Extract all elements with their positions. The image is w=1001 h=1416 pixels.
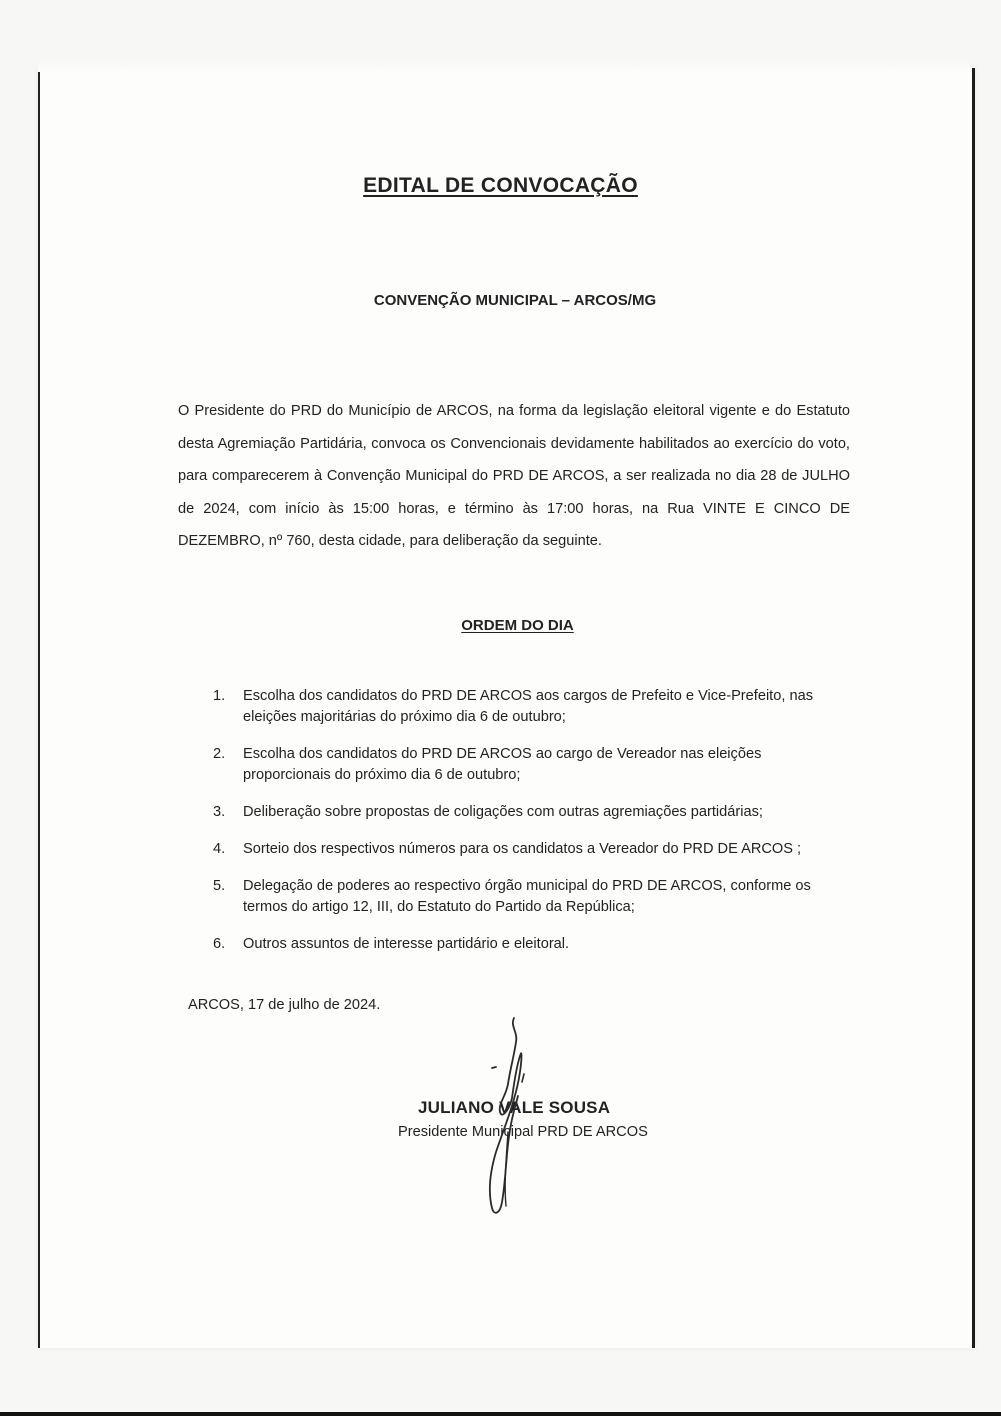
- agenda-item-number: 4.: [213, 841, 226, 857]
- order-of-day-heading: [0, 617, 1001, 634]
- agenda-item-number: 5.: [213, 878, 226, 894]
- agenda-item: [210, 839, 850, 860]
- document-title-text: EDITAL DE CONVOCAÇÃO: [363, 174, 638, 197]
- agenda-item-number: 2.: [213, 746, 226, 762]
- scan-bottom-edge: [0, 1412, 1001, 1416]
- page-top-edge: [38, 60, 970, 72]
- document-subtitle: CONVENÇÃO MUNICIPAL – ARCOS/MG: [373, 292, 657, 309]
- agenda-item: [210, 686, 850, 728]
- document-title: [0, 174, 1001, 198]
- order-of-day-heading-text: ORDEM DO DIA: [461, 617, 574, 634]
- intro-paragraph: O Presidente do PRD do Município de ARCOS, na forma da legislação eleitoral vigente e do Estatuto desta Agremiação Partidária, convoca os Convencionais devidamente habilitados ao exercício do voto, para comparecerem à Convenção Municipal do PRD DE ARCOS, a ser realizada no dia 28 de JULHO de 2024, com início às 15:00 horas, e término às 17:00 horas, na Rua VINTE E CINCO DE DEZEMBRO, nº 760, desta cidade, para deliberação da seguinte.: [178, 403, 850, 549]
- agenda-item-text: Deliberação sobre propostas de coligações com outras agremiações partidárias;: [243, 804, 763, 820]
- agenda-item-number: 1.: [213, 688, 226, 704]
- agenda-list: [210, 686, 850, 971]
- place-and-date: ARCOS, 17 de julho de 2024.: [188, 997, 381, 1013]
- agenda-item: [210, 934, 850, 955]
- agenda-item: [210, 744, 850, 786]
- agenda-item-number: 3.: [213, 804, 226, 820]
- signer-name: JULIANO VALE SOUSA: [418, 1098, 611, 1117]
- agenda-item-text: Sorteio dos respectivos números para os candidatos a Vereador do PRD DE ARCOS ;: [243, 841, 802, 857]
- agenda-item: [210, 876, 850, 918]
- signer-role: Presidente Municipal PRD DE ARCOS: [398, 1124, 648, 1140]
- handwritten-signature: [470, 1012, 550, 1222]
- agenda-item-text: Escolha dos candidatos do PRD DE ARCOS ao cargo de Vereador nas eleições proporcionais do próximo dia 6 de outubro;: [243, 746, 762, 783]
- agenda-item-text: Delegação de poderes ao respectivo órgão municipal do PRD DE ARCOS, conforme os termos do artigo 12, III, do Estatuto do Partido da República;: [243, 878, 811, 915]
- agenda-item-text: Escolha dos candidatos do PRD DE ARCOS aos cargos de Prefeito e Vice-Prefeito, nas eleições majoritárias do próximo dia 6 de outubro;: [243, 688, 813, 725]
- agenda-item-number: 6.: [213, 936, 226, 952]
- agenda-item-text: Outros assuntos de interesse partidário e eleitoral.: [243, 936, 570, 952]
- agenda-item: [210, 802, 850, 823]
